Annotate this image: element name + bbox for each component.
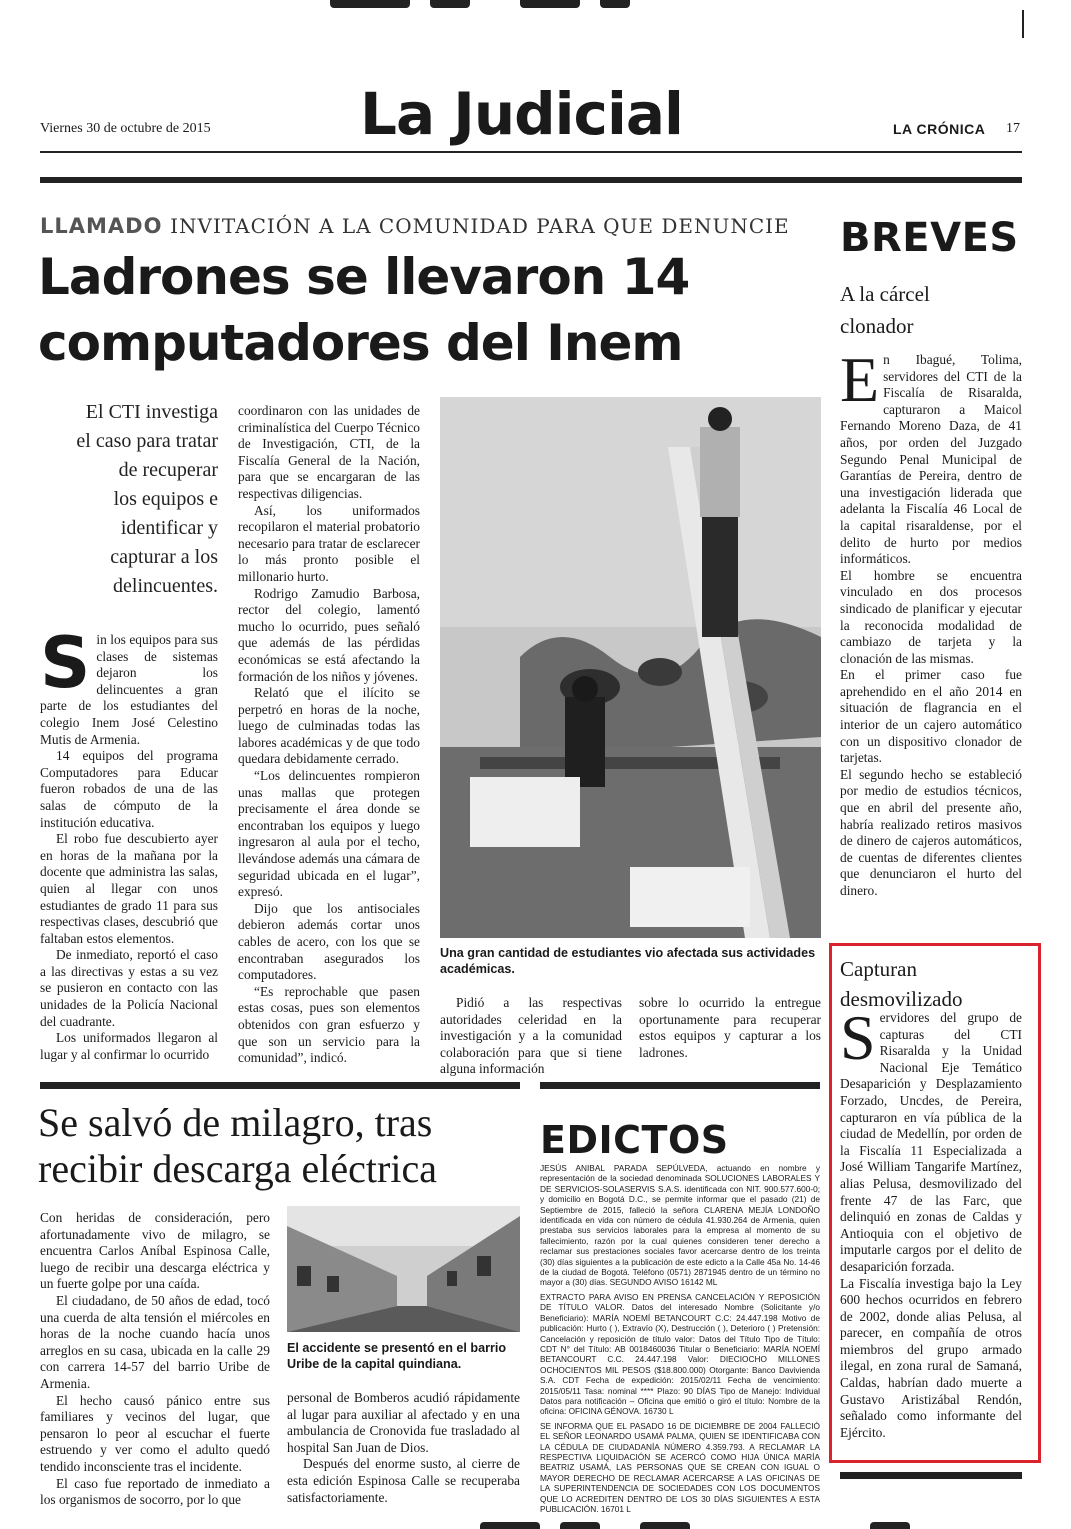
summary-line: El CTI investiga: [85, 401, 218, 423]
paragraph: El caso fue reportado de inmediato a los organismos de socorro, por lo que: [40, 1475, 270, 1508]
second-headline-line1: Se salvó de milagro, tras: [38, 1100, 433, 1145]
paragraph: Después del enorme susto, al cierre de esta edición Espinosa Calle se recuperaba satisfactoriamente.: [287, 1456, 520, 1505]
kicker-text: INVITACIÓN A LA COMUNIDAD PARA QUE DENUNCIE: [170, 214, 790, 238]
lead-headline: [38, 244, 689, 376]
lead-column-3: [440, 995, 622, 1078]
second-photo-caption: El accidente se presentó en el barrio Uribe de la capital quindiana.: [287, 1341, 507, 1371]
drop-cap: S: [40, 622, 91, 704]
paragraph: personal de Bomberos acudió rápidamente al lugar para auxiliar al afectado y en una ambulancia de Cronovida fue trasladado al hospital San Juan de Dios.: [287, 1390, 520, 1455]
paragraph: De inmediato, reportó el caso a las directivas y estas a su vez se pusieron en contacto con las unidades de la Policía Nacional del cuadrante.: [40, 947, 218, 1029]
section-rule-left: [40, 1082, 520, 1089]
paragraph: El ciudadano, de 50 años de edad, tocó una cuerda de alta tensión el miércoles en horas de la noche cuando hacía unos arreglos en su casa, ubicada en la calle 29 con carrera 14-57 del barrio Uribe de Armenia.: [40, 1292, 270, 1391]
summary-line: delincuentes.: [113, 575, 218, 597]
paragraph: [840, 344, 1022, 568]
paragraph: En el primer caso fue aprehendido en el año 2014 en situación de flagrancia en el interior de un cajero automático con un dispositivo clonador de tarjetas.: [840, 667, 1022, 766]
kicker: [40, 214, 790, 238]
second-headline: [38, 1100, 437, 1192]
cropped-mark: [600, 0, 630, 8]
page-number: 17: [1006, 121, 1020, 136]
paragraph: El hombre se encuentra vinculado en dos procesos sindicado de planificar y ejecutar la reconocida modalidad de cambiazo de tarjeta y la clonación de las mismas.: [840, 567, 1022, 666]
lead-headline-line2: computadores del Inem: [38, 314, 683, 372]
drop-cap: S: [840, 1002, 876, 1073]
classroom-photo-art: [440, 397, 821, 938]
lead-summary: [40, 398, 218, 601]
cropped-mark: [560, 1522, 600, 1529]
paragraph: JESÚS ANIBAL PARADA SEPÚLVEDA, actuando en nombre y representación de la sociedad denominada SOLUCIONES LABORALES Y DE SERVICIOS-SOLASERVIS S.A.S. identificada con NIT. 900.577.600-0; y domicilio en Bogotá D.C., se permite informar que el pasado (21) de Septiembre de 2015, falleció la señora CLARENA MEJÍA LONDOÑO identificada en vida con número de cédula 41.930.264 de Armenia, quien prestaba sus servicios laborales para la empresa al momento de su fallecimiento, razón por la cual quienes consideren tener derecho a reclamar sus prestaciones sociales favor acercarse dentro de los treinta (30) días siguientes a la publicación de este edicto a la Calle 45a No. 14-46 de la ciudad de Bogotá. Teléfono (0571) 2871945 dentro de un término no mayor a (30) días. SEGUNDO AVISO 16142 ML: [540, 1163, 820, 1288]
lead-column-3-text: Pidió a las respectivas autoridades celeridad en la investigación y a la comunidad colaboración para que si tiene alguna información: [440, 995, 622, 1077]
edictos-body: [540, 1163, 820, 1518]
paragraph: EXTRACTO PARA AVISO EN PRENSA CANCELACIÓN Y REPOSICIÓN DE TÍTULO VALOR. Datos del interesado Nombre (Solicitante y/o Beneficiario): MARÍA NOEMÍ BETANCOURT C.C: 24.447.198 Motivo de publicación: Hurto ( ), Extravío (X), Destrucción ( ), Deterioro ( ) Pretensión: Cancelación y reposición de título valor: Datos del Título Tipo de Título: CDT N° del Título: AB 0018460036 Titular o Beneficiario: MARÍA NOEMÍ BETANCOURT C.C. 24.447.198 Valor: DIECIOCHO MILLONES OCHOCIENTOS MIL PESOS ($18.800.000) Otorgante: Banco Davivienda S.A. CDT Fecha de expedición: 2015/02/11 Fecha de vencimiento: 2015/05/11 Tasa: nominal **** Plazo: 90 DÍAS Tipo de Manejo: Individual Datos para notificación – Oficina que emitió o giró el título: Nombre de la oficina: OFICINA GÉNOVA. 16730 L: [540, 1291, 820, 1417]
paragraph: SE INFORMA QUE EL PASADO 16 DE DICIEMBRE DE 2004 FALLECIÓ EL SEÑOR LEONARDO USAMÁ PALMA, QUIEN SE IDENTIFICABA CON LA CÉDULA DE CIUDADANÍA NÚMERO 4.359.793. A RECLAMAR LA RESPECTIVA LIQUIDACIÓN SE ACERCÓ COMO HIJA ÚNICA MARÍA BEATRIZ USAMÁ, LAS PERSONAS QUE SE CREAN CON IGUAL O MAYOR DERECHO DE RECLAMAR ACERCARSE A LAS OFICINAS DE LA SUPERINTENDENCIA DE SOCIEDADES CON LOS DOCUMENTOS QUE LO ACREDITEN DENTRO DE LOS 30 DÍAS SIGUIENTES A ESTA PUBLICACIÓN. 16701 L: [540, 1420, 820, 1514]
paragraph: Relató que el ilícito se perpetró en horas de la noche, luego de culminadas todas las labores académicas y de que todo quedara debidamente cerrado.: [238, 685, 420, 767]
paragraph: Así, los uniformados recopilaron el material probatorio necesario para tratar de esclarecer lo más pronto posible el millonario hurto.: [238, 502, 420, 584]
paragraph: [40, 622, 218, 748]
lead-column-1: [40, 622, 218, 1063]
paragraph: Rodrigo Zamudio Barbosa, rector del colegio, lamentó mucho lo ocurrido, pues señaló que además de las pérdidas económicas se está afectando la formación de los niños y jóvenes.: [238, 585, 420, 684]
issue-date: Viernes 30 de octubre de 2015: [40, 121, 211, 136]
paragraph: “Es reprochable que pasen estas cosas, pues son elementos obtenidos con gran esfuerzo y que son un servicio para la comunidad”, indicó.: [238, 983, 420, 1066]
masthead-rule: [40, 151, 1022, 153]
second-column-1: [40, 1210, 270, 1509]
edge-mark: [1022, 10, 1024, 38]
drop-cap: E: [840, 344, 880, 415]
paragraph: Los uniformados llegaron al lugar y al confirmar lo ocurrido: [40, 1030, 218, 1062]
paragraph: El segundo hecho se estableció por medio de estudios técnicos, que en abril del presente año, habría realizado retiros masivos de dinero de cajeros automáticos, de cuentas de diferentes clientes que denunciaron el hurto del dinero.: [840, 766, 1022, 898]
section-title: La Judicial: [360, 80, 683, 148]
cropped-mark: [430, 0, 470, 8]
summary-line: identificar y: [120, 517, 218, 539]
section-rule-right: [840, 1472, 1022, 1479]
lead-column-4-text: sobre lo ocurrido la entregue oportunamente para recuperar estos equipos y capturar a los ladrones.: [639, 995, 821, 1060]
cropped-mark: [480, 1522, 540, 1529]
street-photo-art: [287, 1206, 520, 1332]
edictos-title: EDICTOS: [540, 1118, 729, 1162]
summary-line: capturar a los: [110, 546, 218, 568]
paragraph: Con heridas de consideración, pero afortunadamente vivo de milagro, se encuentra Carlos Aníbal Espinosa Calle, luego de recibir una descarga eléctrica y un fuerte golpe por una caída.: [40, 1210, 270, 1292]
paragraph-text: ervidores del grupo de capturas del CTI Risaralda y la Unidad Nacional Eje Temático Desaparición y Desplazamiento Forzado, Uncdes, de Pereira, capturaron en vía pública de la ciudad de Medellín, por orden de la Fiscalía 11 Especializada a José William Tangarife Martínez, alias Pelusa, desmovilizado del frente 47 de las Farc, que delinquió en zonas de Caldas y Antioquia con el objetivo de imputarle cargos por el delito de desaparición forzada.: [840, 1010, 1022, 1274]
lead-column-4: [639, 995, 821, 1061]
summary-line: los equipos e: [113, 488, 218, 510]
cropped-mark: [870, 1522, 910, 1529]
summary-line: de recuperar: [118, 459, 218, 481]
paragraph: “Los delincuentes rompieron unas mallas que protegen precisamente el área donde se encontraban los equipos y luego ingresaron al aula por el techo, llevándose además una cámara de seguridad ubicada en el lugar”, expresó.: [238, 768, 420, 900]
paragraph: La Fiscalía investiga bajo la Ley 600 hechos ocurridos en febrero de 2002, donde alias Pelusa, al parecer, en compañía de otros miembros del grupo armado ilegal, en zona rural de Samaná, Caldas, habrían dado muerte a Gustavo Aristizábal Rendón, señalado como informante del Ejército.: [840, 1275, 1022, 1440]
paragraph: Dijo que los antisociales debieron además cortar unos cables de acero, con los que se encontraban asegurados los computadores.: [238, 900, 420, 983]
breves-item1-body: [840, 344, 1022, 900]
paragraph-text: n Ibagué, Tolima, servidores del CTI de la Fiscalía de Risaralda, capturaron a Maicol Fernando Moreno Daza, de 41 años, por orden del Juzgado Segundo Penal Municipal de Garantías de Pereira, dentro de una investigación liderada que adelanta la Fiscalía 46 Local de la capital risaraldense, por el delito de hurto por medios informáticos.: [840, 352, 1022, 567]
cropped-mark: [640, 1522, 690, 1529]
cropped-mark: [330, 0, 410, 8]
lead-photo-caption: Una gran cantidad de estudiantes vio afectada sus actividades académicas.: [440, 946, 816, 976]
paragraph: El robo fue descubierto ayer en horas de la mañana por la docente que administra las salas, quien al llegar con unos estudiantes de grado 11 para sus respectivas clases, descubrió que faltaban estos elementos.: [40, 831, 218, 946]
lead-column-2: [238, 403, 420, 1067]
summary-line: el caso para tratar: [76, 430, 218, 452]
paragraph: coordinaron con las unidades de criminalística del Cuerpo Técnico de Investigación, CTI, de la Fiscalía General de la Nación, para que se encargaran de las respectivas diligencias.: [238, 403, 420, 501]
masthead-thick-rule: [40, 177, 1022, 183]
breves-item1-title: A la cárcel clonador: [840, 282, 930, 338]
section-rule-middle: [540, 1082, 820, 1089]
paragraph: [840, 1002, 1022, 1276]
street-photo: [287, 1206, 520, 1332]
second-column-2: [287, 1390, 520, 1506]
paragraph: 14 equipos del programa Computadores para Educar fueron robados de una de las salas de cómputo de la institución educativa.: [40, 748, 218, 830]
lead-headline-line1: Ladrones se llevaron 14: [38, 248, 690, 306]
cropped-mark: [520, 0, 580, 8]
breves-item2-body: [840, 1002, 1022, 1441]
classroom-photo: [440, 397, 821, 938]
breves-title: BREVES: [840, 215, 1019, 261]
paragraph: El hecho causó pánico entre sus familiares y vecinos del lugar, que pensaron lo peor al escuchar el fuerte estruendo y ver como el adulto quedó tendido inconsciente tras el incidente.: [40, 1392, 270, 1474]
paper-name: LA CRÓNICA: [893, 121, 986, 137]
second-headline-line2: recibir descarga eléctrica: [38, 1146, 437, 1191]
paragraph-text: in los equipos para sus clases de sistemas dejaron los delincuentes a gran parte de los estudiantes del colegio Inem José Celestino Mutis de Armenia.: [40, 632, 218, 747]
kicker-label: LLAMADO: [40, 214, 163, 238]
breves-item2-title: Capturan desmovilizado: [840, 957, 963, 1011]
